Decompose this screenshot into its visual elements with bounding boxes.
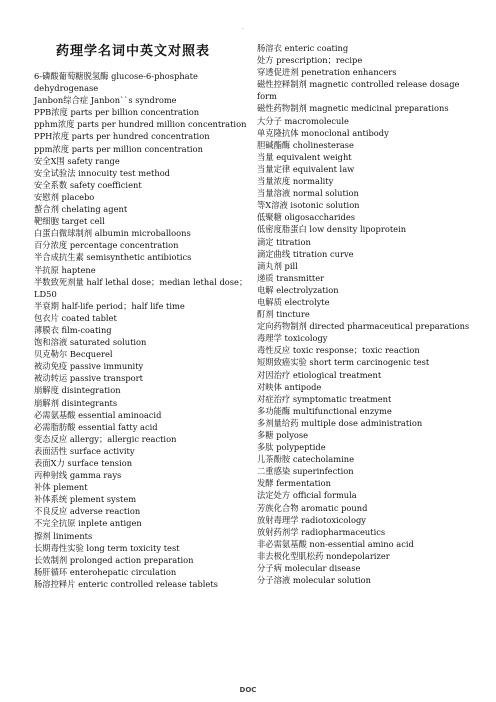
glossary-entry: 靶细胞 target cell [34, 216, 105, 227]
glossary-entry: 百分浓度 percentage concentration [34, 240, 179, 251]
glossary-entry: 单克隆抗体 monoclonal antibody [257, 127, 389, 138]
glossary-entry: 对因治疗 etiological treatment [257, 369, 382, 380]
glossary-entry: 处方 prescription；recipe [257, 55, 363, 66]
glossary-entry: 丙种射线 gamma rays [34, 470, 122, 481]
glossary-entry: pphm浓度 parts per hundred million concentration [34, 119, 247, 130]
glossary-entry: 薄膜衣 film-coating [34, 324, 112, 335]
glossary-entry: 电解 electrolyzation [257, 284, 339, 295]
glossary-entry: 安全试验法 innocuity test method [34, 167, 170, 178]
glossary-entry: 必需脂肪酸 essential fatty acid [34, 421, 158, 432]
glossary-entry: 安慰剂 placebo [34, 191, 95, 202]
glossary-entry: 安全系数 safety coefficient [34, 179, 142, 190]
glossary-entry: 电解质 electrolyte [257, 296, 330, 307]
glossary-entry: 肠肝循环 enterohepatic circulation [34, 566, 177, 577]
glossary-entry: 肠溶衣 enteric coating [257, 43, 349, 53]
glossary-entry: 白蛋白微球制剂 albumin microballoons [34, 228, 191, 239]
glossary-entry: 当量溶液 normal solution [257, 188, 359, 199]
glossary-entry: 多肽 polypeptide [257, 442, 326, 453]
glossary-entry: 螯合剂 chelating agent [34, 204, 128, 215]
glossary-entry: 安全X围 safety range [34, 155, 120, 166]
right-column [257, 42, 479, 586]
glossary-entry: 大分子 macromolecule [257, 115, 349, 126]
glossary-entry: 多剂量给药 multiple dose administration [257, 417, 423, 428]
glossary-entry: 半抗原 haptene [34, 264, 96, 275]
glossary-entry: 低密度脂蛋白 low density lipoprotein [257, 224, 407, 235]
glossary-entry: 补体系统 plement system [34, 494, 137, 505]
decorative-dot: · [242, 26, 244, 33]
glossary-entry: 发酵 fermentation [257, 478, 331, 489]
glossary-entry: PPB浓度 parts per billion concentration [34, 107, 200, 118]
glossary-entry: 磁性控释制剂 magnetic controlled release dosage form [257, 79, 460, 102]
glossary-entry: 等X溶液 isotonic solution [257, 200, 360, 211]
glossary-entry: 毒性反应 toxic response；toxic reaction [257, 345, 420, 356]
glossary-entry: 酊剂 tincture [257, 309, 310, 320]
glossary-entry: 当量 equivalent weight [257, 151, 352, 162]
page-title: 药理学名词中英文对照表 [55, 44, 210, 59]
glossary-entry: 放射药剂学 radiopharmaceutics [257, 526, 386, 537]
glossary-entry: 贝克勒尔 Becquerel [34, 349, 113, 360]
glossary-entry: 不完全抗原 inplete antigen [34, 518, 142, 529]
glossary-entry: 磁性药物制剂 magnetic medicinal preparations [257, 103, 449, 114]
glossary-entry: 胆碱酯酶 cholinesterase [257, 139, 354, 150]
glossary-entry: 多糖 polyose [257, 430, 309, 440]
glossary-entry: 半衰期 half-life period；half life time [34, 300, 185, 311]
glossary-entry: 擦剂 liniments [34, 530, 93, 541]
glossary-entry: 长期毒性实验 long term toxicity test [34, 542, 180, 553]
glossary-entry: 对症治疗 symptomatic treatment [257, 393, 392, 404]
glossary-entry: 必需氨基酸 essential aminoacid [34, 409, 162, 420]
glossary-entry: 滴丸剂 pill [257, 260, 298, 271]
glossary-entry: 芳族化合物 aromatic pound [257, 502, 368, 513]
glossary-entry: 崩解剂 disintegrants [34, 397, 118, 408]
glossary-entry: 崩解度 disintegration [34, 385, 121, 396]
glossary-entry: 变态反应 allergy；allergic reaction [34, 433, 177, 444]
glossary-entry: Janbon综合症 Janbon``s syndrome [34, 95, 177, 106]
glossary-entry: 半合成抗生素 semisynthetic antibiotics [34, 252, 192, 263]
glossary-entry: 肠溶控释片 enteric controlled release tablets [34, 578, 218, 589]
glossary-entry: 对映体 antipode [257, 381, 322, 392]
glossary-entry: 饱和溶液 saturated solution [34, 337, 147, 348]
glossary-entry: ppm浓度 parts per million concentration [34, 143, 203, 154]
glossary-entry: PPH浓度 parts per hundred concentration [34, 131, 210, 142]
glossary-entry: 当量浓度 normality [257, 176, 334, 187]
glossary-entry: 表面活性 surface activity [34, 445, 135, 456]
page-footer: DOC [239, 686, 257, 694]
glossary-entry: 递质 transmitter [257, 272, 325, 283]
glossary-entry: 多功能酶 multifunctional enzyme [257, 405, 392, 416]
glossary-entry: 不良反应 adverse reaction [34, 506, 141, 517]
glossary-entry: 分子病 molecular disease [257, 563, 361, 574]
glossary-entry: 滴定 titration [257, 236, 311, 247]
glossary-entry: 毒理学 toxicology [257, 333, 328, 344]
glossary-entry: 定向药物制剂 directed pharmaceutical preparations [257, 321, 470, 332]
glossary-entry: 穿透促进剂 penetration enhancers [257, 67, 397, 78]
glossary-entry: 短期致癌实验 short term carcinogenic test [257, 357, 430, 368]
glossary-entry: 非去极化型肌松药 nondepolarizer [257, 550, 390, 561]
glossary-entry: 分子溶液 molecular solution [257, 575, 372, 586]
glossary-entry: 低聚糖 oligosaccharides [257, 212, 356, 223]
glossary-entry: 被动免疫 passive immunity [34, 361, 144, 372]
glossary-entry: 包衣片 coated tablet [34, 312, 117, 323]
glossary-entry: 非必需氨基酸 non-essential amino acid [257, 538, 414, 549]
glossary-entry: 表面X力 surface tension [34, 458, 133, 468]
glossary-entry: 儿茶酚胺 catecholamine [257, 454, 355, 465]
glossary-entry: 被动转运 passive transport [34, 373, 143, 384]
glossary-entry: 放射毒理学 radiotoxicology [257, 514, 366, 525]
left-column [34, 70, 252, 590]
glossary-entry: 半数致死剂量 half lethal dose；median lethal dose；LD50 [34, 276, 248, 299]
glossary-entry: 补体 plement [34, 482, 88, 493]
glossary-entry: 法定处方 official formula [257, 490, 357, 501]
glossary-entry: 6-磷酸葡萄糖脱氢酶 glucose-6-phosphate dehydrogenase [34, 71, 198, 94]
glossary-entry: 当量定律 equivalent law [257, 163, 355, 174]
glossary-entry: 长效制剂 prolonged action preparation [34, 554, 194, 565]
glossary-entry: 滴定曲线 titration curve [257, 248, 354, 259]
glossary-entry: 二重感染 superinfection [257, 466, 354, 477]
